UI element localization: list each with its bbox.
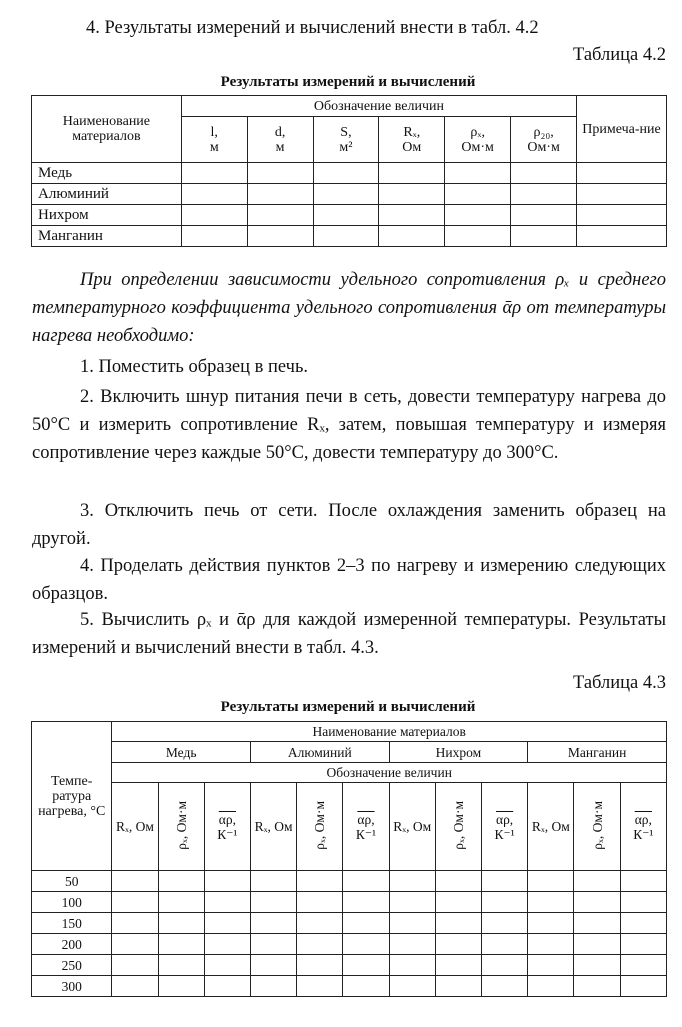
- item-4-text: 4. Результаты измерений и вычислений внести в табл. 4.2: [86, 18, 539, 38]
- header-material: Алюминий: [250, 742, 389, 763]
- table-row: [32, 205, 667, 226]
- step-4: 4. Проделать действия пунктов 2–3 по нагреву и измерению следующих образцов.: [32, 556, 666, 604]
- table-row: [32, 184, 667, 205]
- header-materials: Наименование материалов: [112, 722, 667, 742]
- header-resistivity: ρₓ, Ом·м: [158, 783, 204, 871]
- header-material: Нихром: [389, 742, 528, 763]
- header-quantity: l, м: [181, 117, 247, 163]
- header-alpha: αρ, К⁻¹: [204, 783, 250, 871]
- material-name: Манганин: [32, 226, 182, 247]
- header-quantity: S, м²: [313, 117, 379, 163]
- table-4-2-label: Таблица 4.2: [573, 45, 666, 65]
- header-quantity: ρₓ, Ом·м: [445, 117, 511, 163]
- header-resistance: Rₓ, Ом: [528, 783, 574, 871]
- header-resistivity: ρₓ, Ом·м: [574, 783, 620, 871]
- temperature-value: 150: [32, 913, 112, 934]
- temperature-value: 200: [32, 934, 112, 955]
- temperature-value: 250: [32, 955, 112, 976]
- table-row: [32, 934, 667, 955]
- header-alpha: αρ, К⁻¹: [620, 783, 666, 871]
- material-name: Медь: [32, 163, 182, 184]
- step-3: 3. Отключить печь от сети. После охлаждения заменить образец на другой.: [32, 501, 666, 549]
- table-4-3-title: Результаты измерений и вычислений: [220, 699, 476, 715]
- header-resistivity: ρₓ, Ом·м: [435, 783, 481, 871]
- temperature-value: 100: [32, 892, 112, 913]
- table-4-2: [31, 95, 667, 247]
- header-resistance: Rₓ, Ом: [389, 783, 435, 871]
- header-material: Медь: [112, 742, 251, 763]
- table-row: [32, 163, 667, 184]
- header-material-name: Наименование материалов: [32, 96, 182, 163]
- header-resistance: Rₓ, Ом: [112, 783, 158, 871]
- temperature-value: 50: [32, 871, 112, 892]
- header-quantity: d, м: [247, 117, 313, 163]
- step-2: 2. Включить шнур питания печи в сеть, довести температуру нагрева до 50°С и измерить сопротивление Rₓ, затем, повышая температуру и измеряя сопротивление через каждые 50°С, довести температуру до 300°С.: [32, 387, 666, 463]
- header-resistance: Rₓ, Ом: [250, 783, 296, 871]
- header-alpha: αρ, К⁻¹: [343, 783, 389, 871]
- table-row: [32, 913, 667, 934]
- table-row: [32, 955, 667, 976]
- header-quantities: Обозначение величин: [181, 96, 576, 117]
- table-row: [32, 226, 667, 247]
- intro-paragraph: При определении зависимости удельного сопротивления ρₓ и среднего температурного коэффициента удельного сопротивления ᾱρ от температуры нагрева необходимо:: [32, 270, 666, 346]
- header-quantity: ρ₂₀, Ом·м: [511, 117, 577, 163]
- table-row: [32, 871, 667, 892]
- header-temperature: Темпе-ратура нагрева, °С: [32, 722, 112, 871]
- header-quantity: Rₓ, Ом: [379, 117, 445, 163]
- table-row: [32, 976, 667, 997]
- table-4-3: [31, 721, 667, 997]
- header-resistivity: ρₓ, Ом·м: [297, 783, 343, 871]
- table-4-2-title: Результаты измерений и вычислений: [220, 74, 476, 90]
- header-material: Манганин: [528, 742, 667, 763]
- temperature-value: 300: [32, 976, 112, 997]
- step-5: 5. Вычислить ρₓ и ᾱρ для каждой измеренной температуры. Результаты измерений и вычислений внести в табл. 4.3.: [32, 610, 666, 658]
- header-alpha: αρ, К⁻¹: [482, 783, 528, 871]
- header-note: Примеча-ние: [577, 96, 667, 163]
- table-4-3-label: Таблица 4.3: [573, 673, 666, 693]
- step-1: 1. Поместить образец в печь.: [80, 357, 309, 377]
- header-quantities: Обозначение величин: [112, 763, 667, 783]
- material-name: Алюминий: [32, 184, 182, 205]
- material-name: Нихром: [32, 205, 182, 226]
- table-row: [32, 892, 667, 913]
